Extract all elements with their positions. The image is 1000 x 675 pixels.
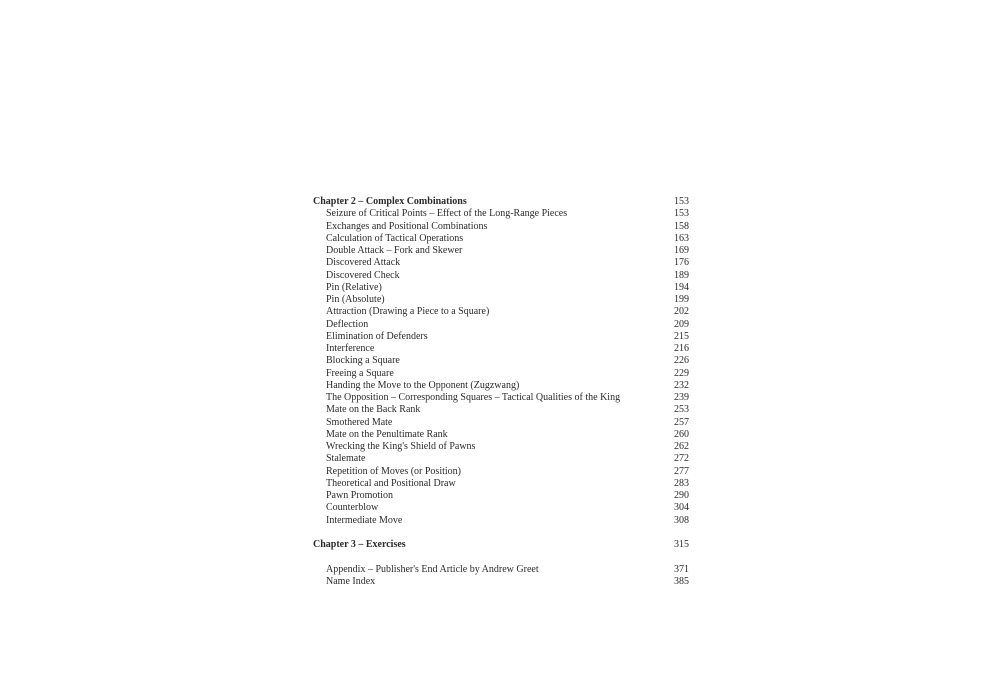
toc-entry	[313, 306, 689, 318]
toc-entry-title: Freeing a Square	[326, 367, 394, 379]
toc-entry-page: 229	[674, 367, 689, 379]
toc-entry	[313, 490, 689, 502]
toc-entry-page: 308	[674, 514, 689, 526]
toc-entry	[313, 233, 689, 245]
table-of-contents	[313, 196, 689, 588]
toc-entry	[313, 576, 689, 588]
toc-entry-page: 226	[674, 355, 689, 367]
toc-entry-title: Discovered Attack	[326, 257, 401, 269]
toc-entry	[313, 245, 689, 257]
toc-entry	[313, 257, 689, 269]
back-matter-entries	[313, 564, 689, 589]
chapter-title: Chapter 3 – Exercises	[313, 539, 406, 550]
toc-entry-page: 202	[674, 306, 689, 318]
toc-entry	[313, 343, 689, 355]
toc-entry-page: 232	[674, 379, 689, 391]
chapter-2-entries	[313, 208, 689, 527]
toc-entry	[313, 404, 689, 416]
toc-entry-page: 260	[674, 428, 689, 440]
toc-entry-page: 153	[674, 208, 689, 220]
toc-entry-page: 209	[674, 318, 689, 330]
toc-entry-page: 304	[674, 502, 689, 514]
toc-entry-title: Name Index	[326, 575, 376, 587]
toc-entry-title: Mate on the Back Rank	[326, 404, 421, 416]
toc-entry	[313, 441, 689, 453]
toc-entry-title: Blocking a Square	[326, 355, 400, 367]
toc-entry-title: Appendix – Publisher's End Article by Andrew Greet	[326, 563, 539, 575]
toc-entry-title: The Opposition – Corresponding Squares – Tactical Qualities of the King	[326, 392, 621, 403]
toc-entry-title: Double Attack – Fork and Skewer	[326, 245, 463, 256]
toc-entry	[313, 355, 689, 367]
toc-entry	[313, 270, 689, 282]
toc-entry	[313, 282, 689, 294]
toc-entry-title: Seizure of Critical Points – Effect of the Long-Range Pieces	[326, 208, 568, 220]
toc-entry-title: Interference	[326, 343, 375, 354]
toc-entry-title: Pin (Absolute)	[326, 294, 385, 305]
toc-entry-page: 239	[674, 392, 689, 403]
toc-entry-title: Intermediate Move	[326, 514, 403, 526]
toc-entry-title: Theoretical and Positional Draw	[326, 477, 456, 489]
toc-entry-title: Stalemate	[326, 453, 366, 465]
toc-entry-title: Elimination of Defenders	[326, 330, 428, 342]
toc-entry-page: 169	[674, 245, 689, 256]
toc-entry	[313, 466, 689, 478]
toc-entry-page: 262	[674, 441, 689, 452]
toc-entry-page: 163	[674, 232, 689, 244]
chapter-2-heading	[313, 196, 689, 208]
page-number: 315	[674, 539, 689, 550]
toc-entry-page: 253	[674, 404, 689, 416]
toc-entry	[313, 319, 689, 331]
toc-entry-page: 385	[674, 575, 689, 587]
spacer	[313, 527, 689, 539]
toc-entry-title: Repetition of Moves (or Position)	[326, 465, 461, 477]
toc-entry-page: 371	[674, 563, 689, 575]
toc-entry	[313, 380, 689, 392]
toc-entry	[313, 453, 689, 465]
toc-entry-title: Wrecking the King's Shield of Pawns	[326, 441, 476, 452]
page-number: 153	[674, 196, 689, 207]
toc-entry	[313, 515, 689, 527]
chapter-3-heading	[313, 539, 689, 551]
toc-entry-page: 176	[674, 257, 689, 269]
toc-entry	[313, 478, 689, 490]
toc-entry-page: 283	[674, 477, 689, 489]
toc-entry-title: Calculation of Tactical Operations	[326, 232, 464, 244]
toc-entry-title: Handing the Move to the Opponent (Zugzwang)	[326, 379, 520, 391]
chapter-title: Chapter 2 – Complex Combinations	[313, 196, 467, 207]
toc-entry	[313, 564, 689, 576]
toc-entry-title: Mate on the Penultimate Rank	[326, 428, 448, 440]
toc-entry-title: Pin (Relative)	[326, 281, 382, 293]
toc-entry-page: 189	[674, 269, 689, 281]
toc-entry-page: 272	[674, 453, 689, 465]
toc-entry-page: 277	[674, 465, 689, 477]
toc-entry-page: 257	[674, 416, 689, 428]
spacer	[313, 551, 689, 563]
toc-entry-title: Exchanges and Positional Combinations	[326, 220, 488, 232]
toc-entry-page: 216	[674, 343, 689, 354]
toc-entry	[313, 294, 689, 306]
toc-entry	[313, 208, 689, 220]
toc-entry-title: Pawn Promotion	[326, 490, 393, 501]
toc-entry	[313, 392, 689, 404]
toc-entry	[313, 502, 689, 514]
toc-entry-title: Discovered Check	[326, 269, 400, 281]
toc-entry-title: Attraction (Drawing a Piece to a Square)	[326, 306, 490, 318]
toc-entry-page: 199	[674, 294, 689, 305]
toc-entry-page: 215	[674, 330, 689, 342]
toc-entry-page: 158	[674, 220, 689, 232]
toc-entry	[313, 429, 689, 441]
toc-entry	[313, 331, 689, 343]
toc-entry-page: 194	[674, 281, 689, 293]
toc-entry	[313, 221, 689, 233]
toc-entry-page: 290	[674, 490, 689, 501]
toc-entry-title: Deflection	[326, 318, 369, 330]
toc-entry	[313, 417, 689, 429]
toc-entry-title: Counterblow	[326, 502, 379, 514]
toc-entry-title: Smothered Mate	[326, 416, 393, 428]
toc-entry	[313, 368, 689, 380]
